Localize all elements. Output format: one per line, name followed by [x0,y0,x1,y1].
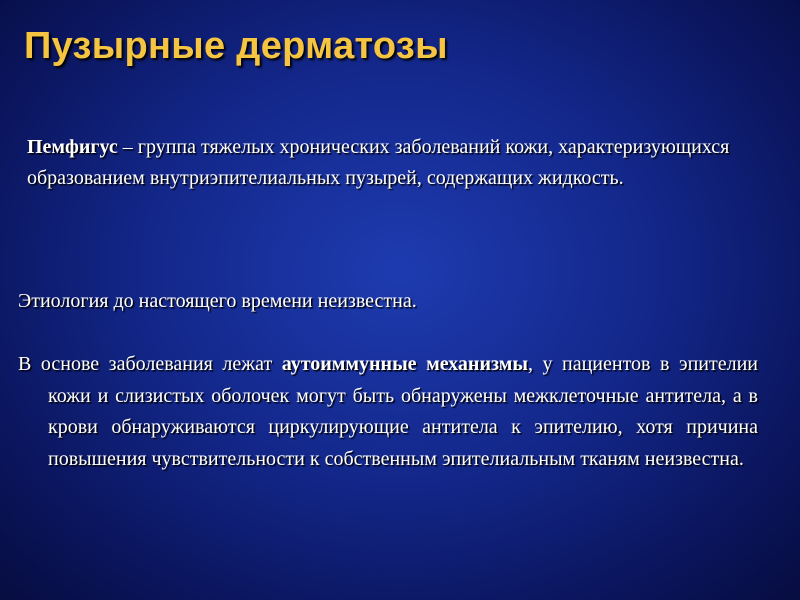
mechanisms-body: , у пациентов в эпителии кожи и слизистых оболочек могут быть обнаружены межклеточные антитела, а в крови обнаруживаются циркулирующие антитела к эпителию, хотя причина повышения чувствительности к собственным эпителиальным тканям неизвестна. [48,353,758,470]
mechanisms-highlight: аутоиммунные механизмы [281,353,528,375]
definition-term: Пемфигус [27,136,118,158]
mechanisms-paragraph [18,349,758,475]
mechanisms-intro: В основе заболевания лежат [18,353,282,375]
slide-title: Пузырные дерматозы [24,25,448,67]
definition-text: – группа тяжелых хронических заболеваний кожи, характеризующихся образованием внутриэпителиальных пузырей, содержащих жидкость. [27,136,730,189]
etiology-paragraph: Этиология до настоящего времени неизвестна. [18,290,417,312]
definition-paragraph [27,132,747,194]
